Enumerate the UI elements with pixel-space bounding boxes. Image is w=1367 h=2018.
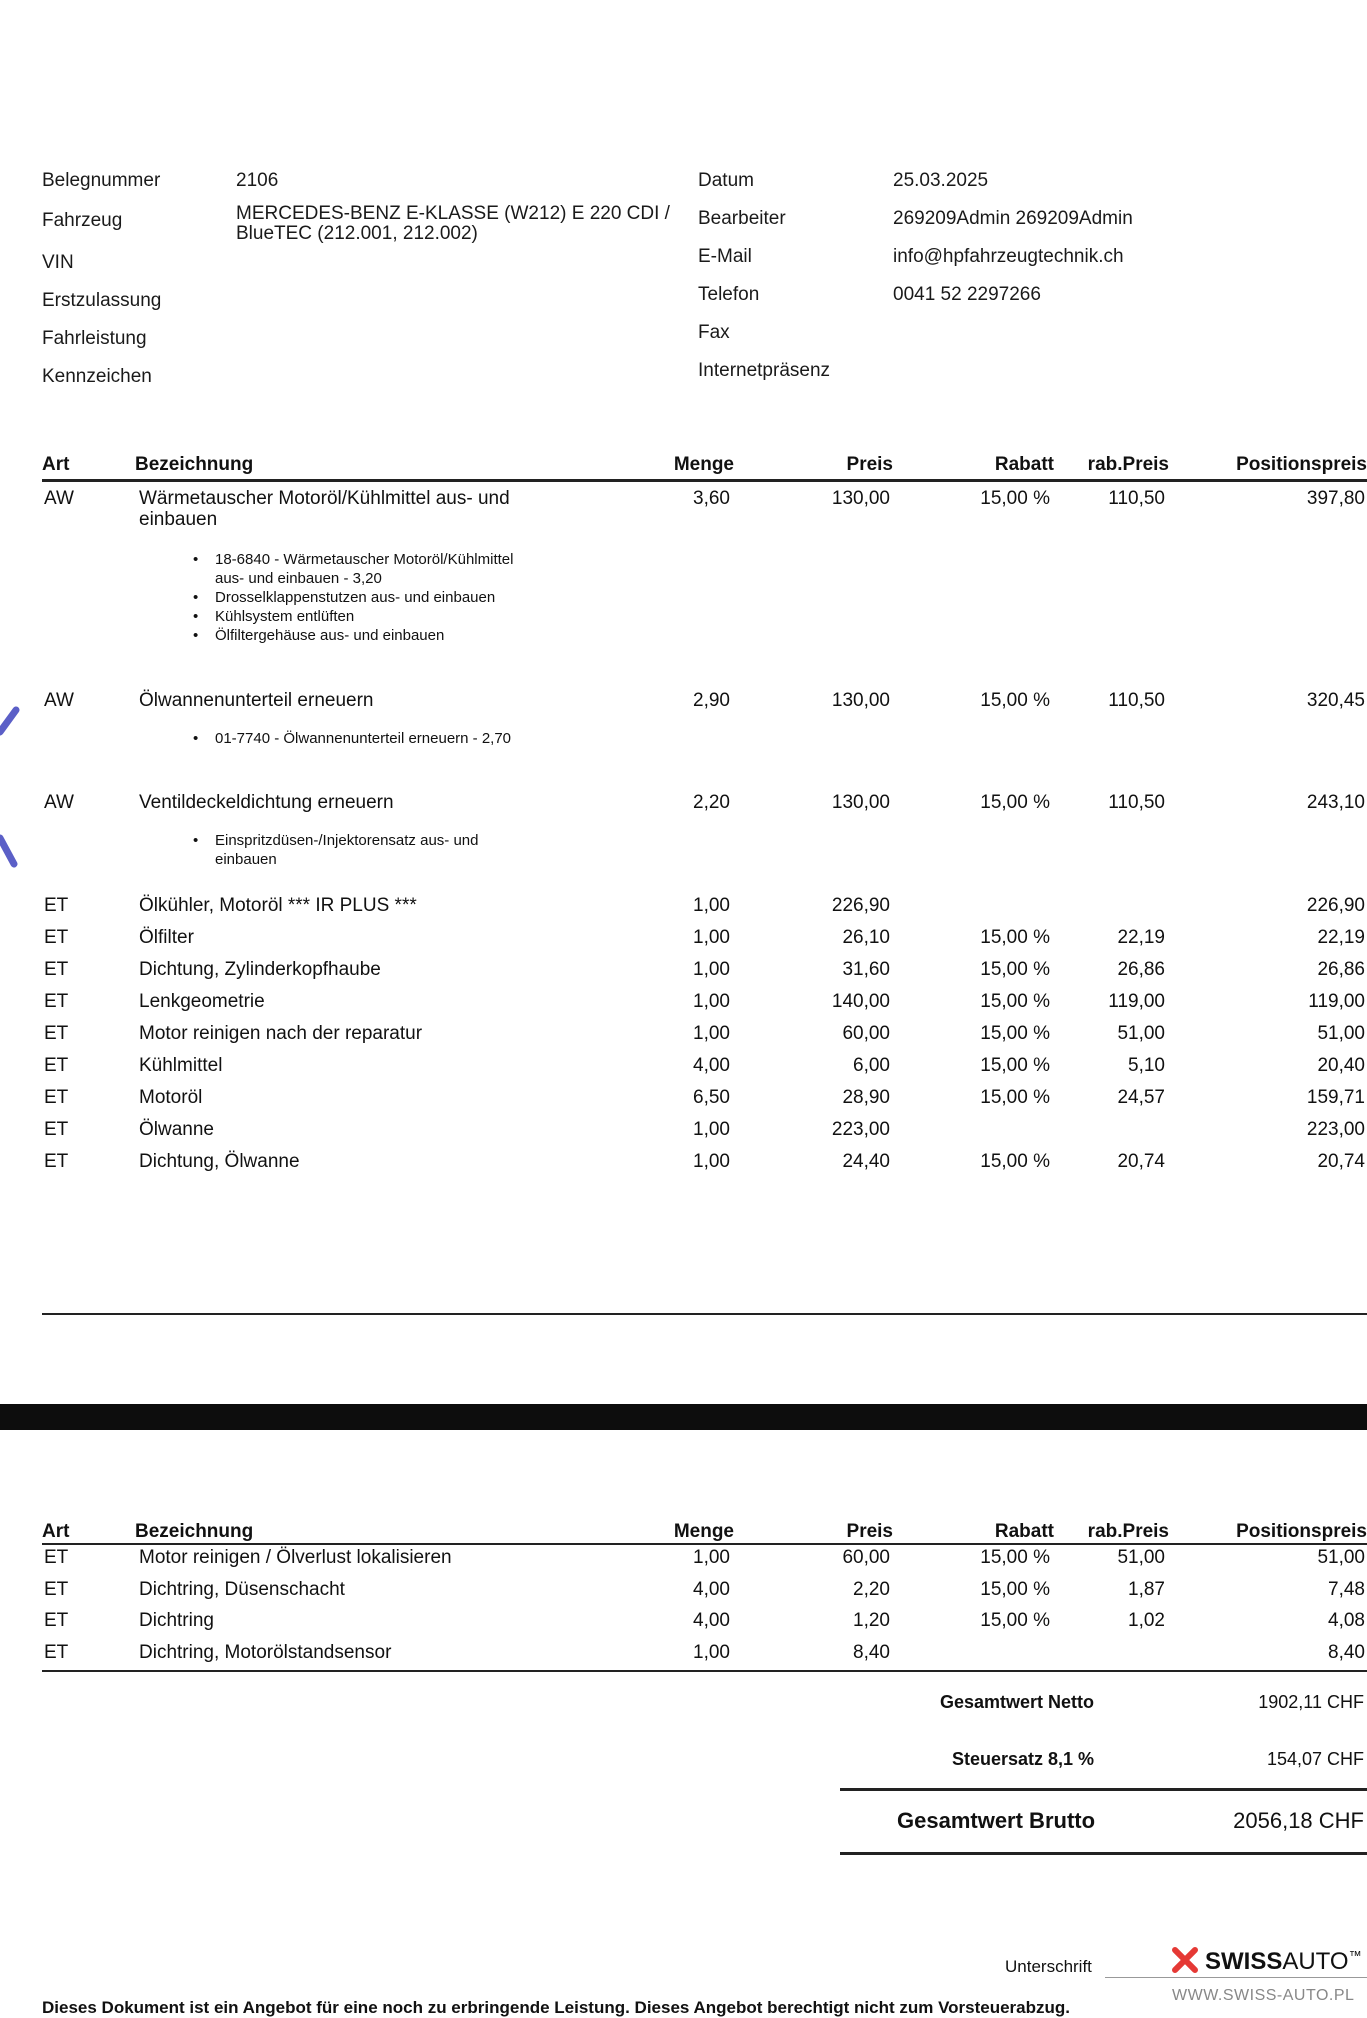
cell-rab-preis: 51,00 (1117, 1023, 1165, 1044)
cell-preis: 1,20 (853, 1610, 890, 1631)
cell-rab-preis: 119,00 (1108, 991, 1165, 1012)
label-erstzulassung: Erstzulassung (42, 290, 162, 311)
cell-bezeichnung: Dichtring, Düsenschacht (139, 1578, 345, 1600)
cell-rab-preis: 110,50 (1108, 488, 1165, 509)
page-break-band (0, 1404, 1367, 1430)
sub-items-list (215, 831, 525, 869)
cell-rab-preis: 26,86 (1117, 959, 1165, 980)
cell-preis: 26,10 (842, 927, 890, 948)
totals-bottom-rule (840, 1852, 1367, 1855)
cell-art: ET (44, 927, 69, 948)
positions-table-page2 (42, 1521, 1367, 1681)
watermark-brand (1205, 1948, 1362, 1976)
cell-art: ET (44, 1578, 69, 1600)
cell-preis: 130,00 (831, 690, 890, 711)
cell-positionspreis: 119,00 (1308, 991, 1365, 1012)
cell-menge: 1,00 (693, 927, 730, 948)
label-belegnummer: Belegnummer (42, 170, 161, 191)
cell-positionspreis: 243,10 (1306, 792, 1365, 813)
footer-disclaimer: Dieses Dokument ist ein Angebot für eine noch zu erbringende Leistung. Dieses Angebot berechtigt nicht zum Vorsteuerabzug. (42, 1998, 1071, 2017)
sub-item: • Kühlsystem entlüften (215, 607, 545, 626)
cell-rabatt: 15,00 % (980, 927, 1050, 948)
cell-bezeichnung: Lenkgeometrie (139, 991, 265, 1012)
netto-label: Gesamtwert Netto (940, 1692, 1095, 1712)
cell-positionspreis: 226,90 (1306, 895, 1365, 916)
cell-positionspreis: 20,40 (1317, 1055, 1365, 1076)
cell-menge: 1,00 (693, 991, 730, 1012)
cell-preis: 223,00 (831, 1119, 890, 1140)
col-header-preis: Preis (846, 1521, 893, 1542)
cell-rabatt: 15,00 % (980, 1578, 1050, 1600)
cell-art: ET (44, 991, 69, 1012)
cell-preis: 130,00 (831, 792, 890, 813)
sub-item: • 01-7740 - Ölwannenunterteil erneuern - 2,70 (215, 729, 535, 748)
cell-rabatt: 15,00 % (980, 1610, 1050, 1631)
cell-rab-preis: 24,57 (1117, 1087, 1165, 1108)
signature-label: Unterschrift (1005, 1957, 1092, 1976)
positions-table-page1 (42, 454, 1367, 1324)
sub-item: • Drosselklappenstutzen aus- und einbauen (215, 588, 545, 607)
fahrzeug-line2: BlueTEC (212.001, 212.002) (236, 223, 478, 244)
cell-positionspreis: 51,00 (1317, 1023, 1365, 1044)
cell-preis: 6,00 (853, 1055, 890, 1076)
table-bottom-rule (42, 1670, 1367, 1672)
col-header-menge: Menge (673, 1521, 734, 1542)
fahrzeug-line1: MERCEDES-BENZ E-KLASSE (W212) E 220 CDI / (236, 203, 670, 224)
cell-bezeichnung: Ölkühler, Motoröl *** IR PLUS *** (139, 895, 417, 916)
col-header-menge: Menge (673, 454, 734, 475)
cell-rabatt: 15,00 % (980, 1087, 1050, 1108)
cell-rab-preis: 1,02 (1128, 1610, 1165, 1631)
cell-art: ET (44, 1547, 69, 1568)
cell-rabatt: 15,00 % (980, 991, 1050, 1012)
cell-positionspreis: 7,48 (1328, 1578, 1365, 1600)
label-fahrzeug: Fahrzeug (42, 210, 123, 231)
col-header-rabatt: Rabatt (994, 454, 1054, 475)
cell-preis: 24,40 (842, 1151, 890, 1172)
steuer-label: Steuersatz 8,1 % (952, 1749, 1095, 1769)
cell-menge: 6,50 (693, 1087, 730, 1108)
cell-positionspreis: 397,80 (1306, 488, 1365, 509)
watermark-url: WWW.SWISS-AUTO.PL (1172, 1987, 1355, 2004)
cell-art: ET (44, 1641, 69, 1663)
table-header-rule (42, 479, 1367, 482)
cell-rab-preis: 51,00 (1117, 1547, 1165, 1568)
cell-preis: 130,00 (831, 488, 890, 509)
cell-positionspreis: 320,45 (1306, 690, 1365, 711)
steuer-value: 154,07 CHF (1266, 1749, 1364, 1769)
cell-bezeichnung: Motor reinigen / Ölverlust lokalisieren (139, 1547, 452, 1568)
col-header-rabatt: Rabatt (994, 1521, 1054, 1542)
cell-art: ET (44, 1055, 69, 1076)
cell-bezeichnung: Ölwanne (139, 1119, 214, 1140)
brutto-label: Gesamtwert Brutto (897, 1808, 1096, 1833)
cell-preis: 31,60 (842, 959, 890, 980)
cell-rab-preis: 5,10 (1128, 1055, 1165, 1076)
bearbeiter-value: 269209Admin 269209Admin (893, 208, 1133, 229)
netto-value: 1902,11 CHF (1258, 1692, 1364, 1712)
cell-menge: 4,00 (693, 1610, 730, 1631)
cell-menge: 1,00 (693, 1119, 730, 1140)
cell-preis: 2,20 (853, 1578, 890, 1600)
cell-bezeichnung: Wärmetauscher Motoröl/Kühlmittel aus- und (139, 488, 510, 509)
sub-item: • Ölfiltergehäuse aus- und einbauen (215, 626, 545, 645)
cell-bezeichnung: Ölfilter (139, 927, 194, 948)
cell-bezeichnung-line2: einbauen (139, 509, 218, 530)
cell-rabatt: 15,00 % (980, 1055, 1050, 1076)
cell-rabatt: 15,00 % (980, 488, 1050, 509)
cell-art: ET (44, 1087, 69, 1108)
cell-bezeichnung: Dichtung, Zylinderkopfhaube (139, 959, 381, 980)
cell-art: ET (44, 1151, 69, 1172)
col-header-art: Art (42, 1521, 70, 1542)
cell-rab-preis: 1,87 (1128, 1578, 1165, 1600)
cell-menge: 1,00 (693, 1023, 730, 1044)
cell-menge: 1,00 (693, 959, 730, 980)
cell-menge: 1,00 (693, 895, 730, 916)
cell-positionspreis: 159,71 (1306, 1087, 1365, 1108)
cell-preis: 60,00 (842, 1023, 890, 1044)
cell-positionspreis: 51,00 (1317, 1547, 1365, 1568)
cell-menge: 1,00 (693, 1547, 730, 1568)
sub-item: • 18-6840 - Wärmetauscher Motoröl/Kühlmittel aus- und einbauen - 3,20 (215, 550, 545, 588)
cell-bezeichnung: Dichtring (139, 1610, 214, 1631)
cell-preis: 226,90 (831, 895, 890, 916)
cell-bezeichnung: Motoröl (139, 1087, 203, 1108)
brand-bold: SWISS (1205, 1948, 1283, 1975)
cell-menge: 4,00 (693, 1578, 730, 1600)
cell-bezeichnung: Dichtring, Motorölstandsensor (139, 1641, 392, 1663)
totals-top-rule (840, 1788, 1367, 1791)
cell-art: AW (44, 792, 74, 813)
cell-menge: 1,00 (693, 1641, 730, 1663)
label-email: E-Mail (698, 246, 752, 267)
label-internetpraesenz: Internetpräsenz (698, 360, 831, 381)
cell-rabatt: 15,00 % (980, 959, 1050, 980)
cell-menge: 4,00 (693, 1055, 730, 1076)
col-header-rab-preis: rab.Preis (1087, 1521, 1169, 1542)
email-value: info@hpfahrzeugtechnik.ch (893, 246, 1124, 267)
cell-bezeichnung: Ventildeckeldichtung erneuern (139, 792, 394, 813)
signature-line (1105, 1977, 1367, 1978)
table-header-rule (42, 1543, 1367, 1545)
cell-preis: 28,90 (842, 1087, 890, 1108)
label-telefon: Telefon (698, 284, 760, 305)
col-header-preis: Preis (846, 454, 893, 475)
cell-menge: 2,90 (693, 690, 730, 711)
cell-preis: 140,00 (831, 991, 890, 1012)
swissauto-logo-icon (1172, 1947, 1198, 1973)
brand-light: AUTO (1282, 1948, 1349, 1975)
cell-bezeichnung: Motor reinigen nach der reparatur (139, 1023, 423, 1044)
cell-art: ET (44, 1023, 69, 1044)
sub-item: • Einspritzdüsen-/Injektorensatz aus- und einbauen (215, 831, 525, 869)
cell-rabatt: 15,00 % (980, 690, 1050, 711)
cell-bezeichnung: Kühlmittel (139, 1055, 223, 1076)
cell-positionspreis: 22,19 (1317, 927, 1365, 948)
cell-art: ET (44, 959, 69, 980)
sub-items-list (215, 729, 535, 748)
cell-bezeichnung: Dichtung, Ölwanne (139, 1151, 300, 1172)
col-header-bezeichnung: Bezeichnung (135, 454, 254, 475)
cell-menge: 2,20 (693, 792, 730, 813)
cell-art: ET (44, 1610, 69, 1631)
brand-tm: ™ (1348, 1948, 1362, 1963)
cell-rabatt: 15,00 % (980, 1023, 1050, 1044)
cell-positionspreis: 26,86 (1317, 959, 1365, 980)
cell-art: AW (44, 690, 74, 711)
cell-preis: 60,00 (842, 1547, 890, 1568)
col-header-rab-preis: rab.Preis (1087, 454, 1169, 475)
col-header-positionspreis: Positionspreis (1236, 1521, 1367, 1542)
cell-rab-preis: 110,50 (1108, 792, 1165, 813)
datum-value: 25.03.2025 (893, 170, 989, 191)
cell-rabatt: 15,00 % (980, 792, 1050, 813)
label-datum: Datum (698, 170, 754, 191)
col-header-art: Art (42, 454, 70, 475)
sub-items-list (215, 550, 545, 645)
cell-rab-preis: 20,74 (1117, 1151, 1165, 1172)
col-header-bezeichnung: Bezeichnung (135, 1521, 254, 1542)
col-header-positionspreis: Positionspreis (1236, 454, 1367, 475)
cell-positionspreis: 223,00 (1306, 1119, 1365, 1140)
label-kennzeichen: Kennzeichen (42, 366, 152, 387)
cell-preis: 8,40 (853, 1641, 890, 1663)
brutto-value: 2056,18 CHF (1233, 1808, 1364, 1833)
page1-end-rule (42, 1313, 1367, 1315)
beleg-nummer: 2106 (236, 170, 279, 191)
cell-positionspreis: 8,40 (1328, 1641, 1365, 1663)
cell-rabatt: 15,00 % (980, 1151, 1050, 1172)
cell-positionspreis: 20,74 (1317, 1151, 1365, 1172)
cell-bezeichnung: Ölwannenunterteil erneuern (139, 690, 374, 711)
cell-art: AW (44, 488, 74, 509)
label-vin: VIN (42, 252, 74, 273)
cell-rabatt: 15,00 % (980, 1547, 1050, 1568)
cell-rab-preis: 110,50 (1108, 690, 1165, 711)
cell-art: ET (44, 1119, 69, 1140)
telefon-value: 0041 52 2297266 (893, 284, 1041, 305)
label-bearbeiter: Bearbeiter (698, 208, 786, 229)
pen-mark-icon (0, 700, 20, 870)
label-fax: Fax (698, 322, 730, 343)
cell-menge: 3,60 (693, 488, 730, 509)
cell-rab-preis: 22,19 (1117, 927, 1165, 948)
label-fahrleistung: Fahrleistung (42, 328, 147, 349)
cell-menge: 1,00 (693, 1151, 730, 1172)
cell-art: ET (44, 895, 69, 916)
cell-positionspreis: 4,08 (1328, 1610, 1365, 1631)
